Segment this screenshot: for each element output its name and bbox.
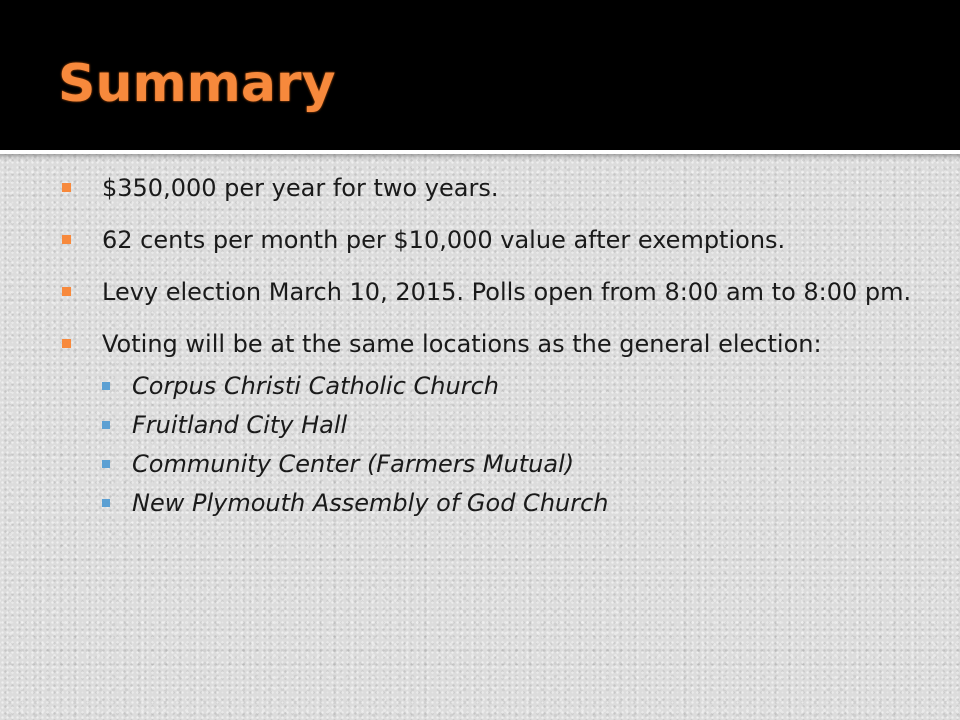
title-divider-shadow	[0, 154, 960, 160]
square-bullet-icon	[62, 339, 71, 348]
location-text: Fruitland City Hall	[132, 411, 348, 439]
location-item	[102, 370, 922, 402]
title-bar	[0, 0, 960, 150]
bullet-item-funding	[62, 172, 922, 204]
square-sub-bullet-icon	[102, 499, 110, 507]
square-sub-bullet-icon	[102, 382, 110, 390]
bullet-item-election-date	[62, 276, 922, 308]
square-bullet-icon	[62, 235, 71, 244]
square-sub-bullet-icon	[102, 421, 110, 429]
bullet-text: 62 cents per month per $10,000 value after exemptions.	[102, 226, 786, 254]
location-item	[102, 409, 922, 441]
bullet-item-cost	[62, 224, 922, 256]
bullet-list	[62, 172, 922, 539]
location-text: New Plymouth Assembly of God Church	[132, 489, 609, 517]
location-text: Community Center (Farmers Mutual)	[132, 450, 575, 478]
bullet-item-locations	[62, 328, 922, 519]
square-sub-bullet-icon	[102, 460, 110, 468]
bullet-text: Levy election March 10, 2015. Polls open from 8:00 am to 8:00 pm.	[102, 278, 912, 306]
location-list	[102, 370, 922, 519]
location-item	[102, 487, 922, 519]
slide-title: Summary	[58, 54, 336, 114]
bullet-text: $350,000 per year for two years.	[102, 174, 499, 202]
location-item	[102, 448, 922, 480]
bullet-text: Voting will be at the same locations as the general election:	[102, 330, 822, 358]
location-text: Corpus Christi Catholic Church	[132, 372, 499, 400]
square-bullet-icon	[62, 287, 71, 296]
square-bullet-icon	[62, 183, 71, 192]
